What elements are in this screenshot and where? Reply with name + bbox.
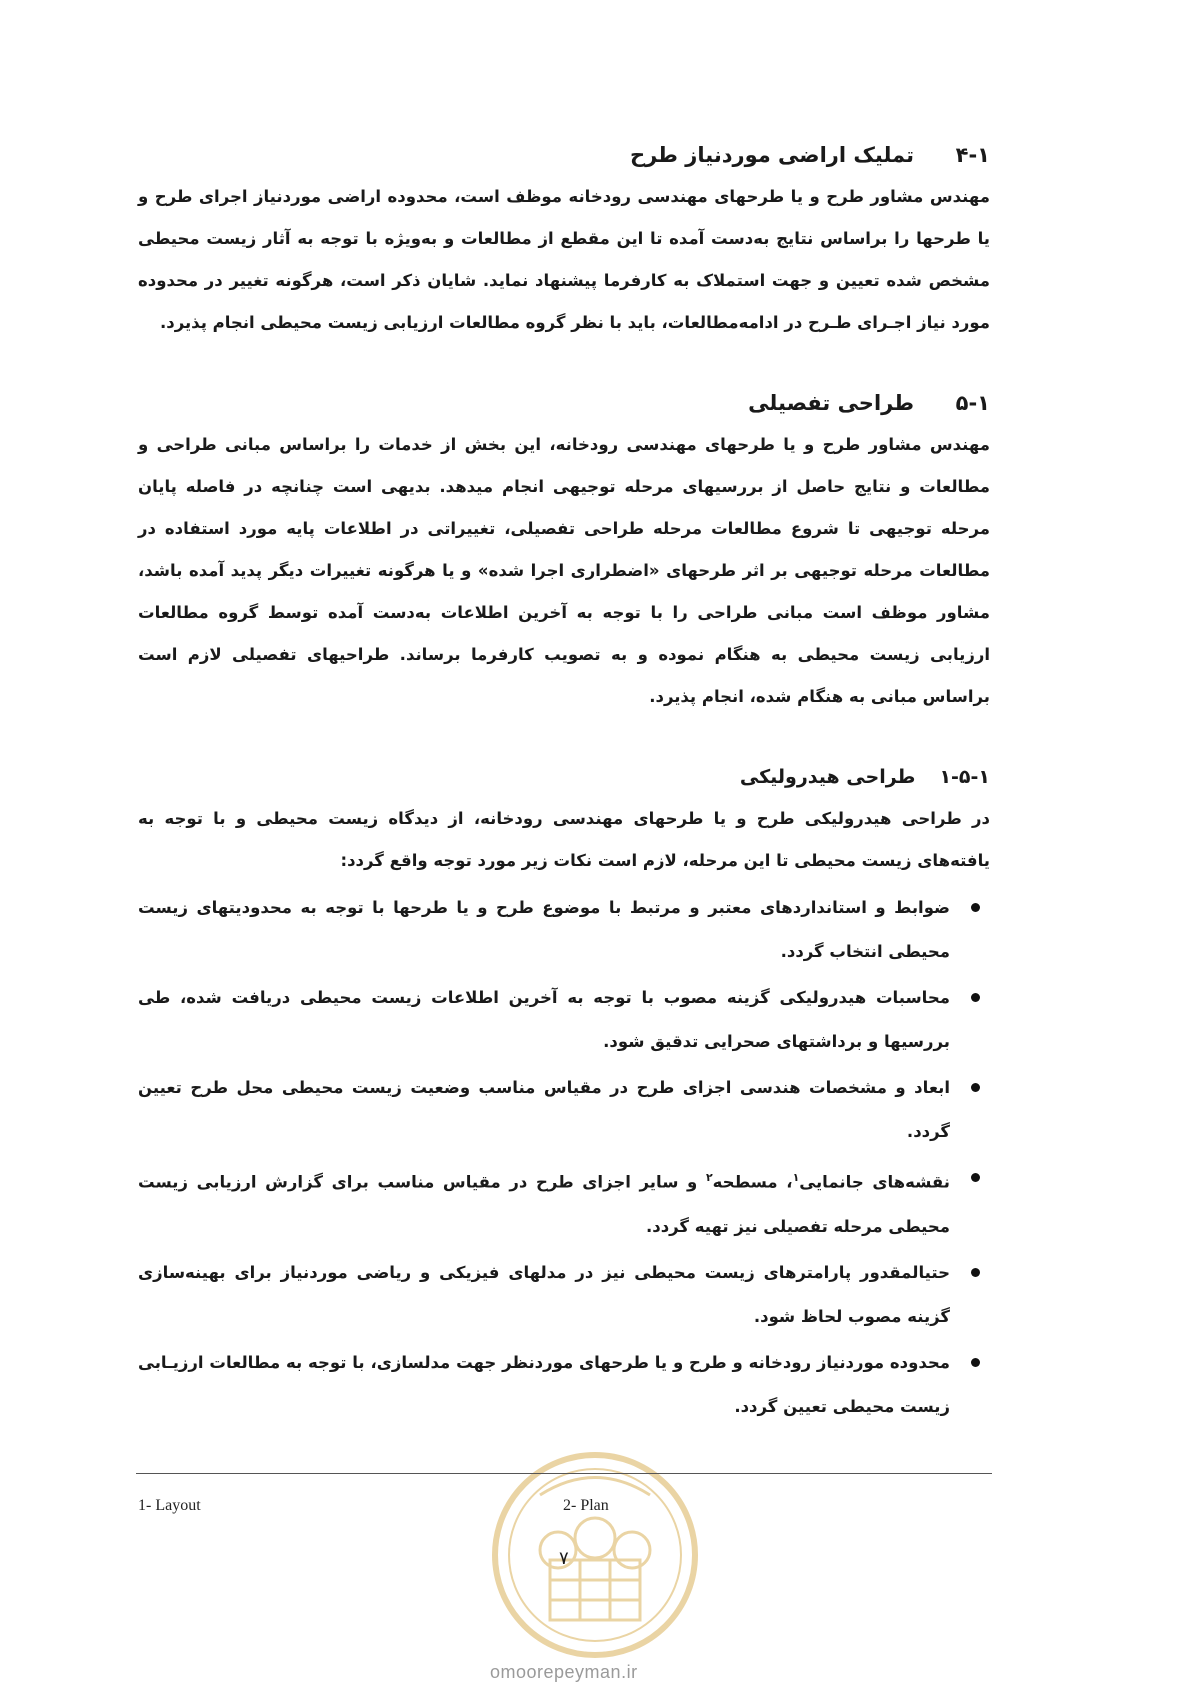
page-content	[138, 140, 990, 1431]
watermark-site: omoorepeyman.ir	[490, 1662, 638, 1682]
section-number: ۴-۱	[955, 143, 990, 167]
bullet-item	[138, 886, 990, 974]
section-paragraph	[138, 176, 990, 344]
paragraph-line: محیطی تا این مرحله، لازم است نکات زیر مورد توجه واقع گردد:	[340, 851, 856, 870]
bullet-dot-icon	[971, 993, 980, 1002]
subsection-title: طراحی هیدرولیکی	[739, 766, 916, 788]
paragraph-line: طرحهای «اضطراری اجرا شده» و یا هرگونه تغییرات دیگر پدید آمده باشد، مشاور موظف است مبانی طراحی را با	[138, 561, 991, 622]
bullet-dot-icon	[971, 1358, 980, 1367]
subsection-heading	[138, 762, 990, 792]
footnote-2: 2- Plan	[563, 1497, 609, 1514]
paragraph-line: ادامەمطالعات، باید با نظر گروه مطالعات ارزیابی زیست محیطی انجام پذیرد.	[159, 313, 779, 332]
section-title: طراحی تفصیلی	[748, 391, 914, 415]
paragraph-line: مهندس مشاور طرح و یا طرحهای مهندسی رودخانه، این بخش از خدمات را براساس مبانی طراحی و مطالعات و	[138, 435, 991, 496]
bullet-text: محدوده موردنیاز رودخانه و طرح و یا طرحهای موردنظر جهت مدلسازی، با توجه به مطالعات ارزیـابی زیست محیطی تعیین گردد.	[138, 1352, 950, 1416]
subsection-number: ۱-۵-۱	[939, 766, 990, 788]
bullet-item	[138, 1156, 990, 1249]
bullet-item	[138, 1341, 990, 1429]
footnote-ref-2: ۲	[705, 1171, 713, 1184]
section-number: ۵-۱	[955, 391, 990, 415]
watermark-seal-icon	[480, 1440, 710, 1670]
bullet-text: ضوابط و استانداردهای معتبر و مرتبط با موضوع طرح و یا طرحها با توجه به محدودیتهای زیست محیطی انتخاب گردد.	[138, 898, 950, 961]
paragraph-line: را براساس نتایج بەدست آمده تا این مقطع از مطالعات و بەویژه با توجه به آثار زیست محیطی مشخص شده تعیین و	[138, 229, 990, 290]
section-heading	[138, 388, 990, 418]
paragraph-line: در طراحی هیدرولیکی طرح و یا طرحهای مهندسی رودخانه، از دیدگاه زیست محیطی و با توجه به یافتەهای زیست	[138, 809, 990, 870]
paragraph-line: مهندس مشاور طرح و یا طرحهای مهندسی رودخانه موظف است، محدوده اراضی موردنیاز اجرای طرح و یا طرحها	[138, 187, 990, 248]
bullet-item	[138, 1251, 990, 1339]
bullet-text: ابعاد و مشخصات هندسی اجزای طرح در مقیاس مناسب وضعیت زیست محیطی محل طرح تعیین گردد.	[138, 1078, 950, 1141]
bullet-text-post: و سایر اجزای طرح در مقیاس مناسب برای گزارش ارزیابی زیست محیطی مرحله تفصیلی نیز تهیه گردد.	[138, 1172, 950, 1236]
bullet-text-mid: ، مسطحه	[712, 1172, 793, 1192]
bullet-dot-icon	[971, 903, 980, 912]
bullet-list	[138, 886, 990, 1429]
subsection-hydraulic-design	[138, 762, 990, 1429]
paragraph-line: شروع مطالعات مرحله طراحی تفصیلی، تغییراتی در اطلاعات پایه مورد استفاده در مطالعات مرحله توجیهی بر اثر	[138, 519, 990, 580]
footnote-divider	[136, 1473, 992, 1474]
subsection-intro	[138, 798, 990, 882]
bullet-dot-icon	[971, 1083, 980, 1092]
paragraph-line: جهت استملاک به کارفرما پیشنهاد نماید. شایان ذکر است، هرگونه تغییر در محدوده مورد نیاز اجـرای طـرح در	[138, 271, 990, 332]
page-number: ۷	[559, 1548, 569, 1569]
paragraph-line: نتایج حاصل از بررسیهای مرحله توجیهی انجام میدهد. بدیهی است چنانچه در فاصله پایان مرحله توجیهی تا	[138, 477, 991, 538]
paragraph-line: کارفرما برساند. طراحیهای تفصیلی لازم است براساس مبانی به هنگام شده، انجام پذیرد.	[138, 645, 990, 706]
section-land-acquisition	[138, 140, 990, 344]
section-title: تملیک اراضی موردنیاز طرح	[629, 143, 914, 167]
paragraph-line: توجه به آخرین اطلاعات بەدست آمده توسط گروه مطالعات ارزیابی زیست محیطی به هنگام نموده و به تصویب	[138, 603, 990, 664]
bullet-text: محاسبات هیدرولیکی گزینه مصوب با توجه به آخرین اطلاعات زیست محیطی دریافت شده، طی بررسیها و برداشتهای صحرایی تدقیق شود.	[138, 988, 950, 1051]
footnote-ref-1: ۱	[792, 1171, 800, 1184]
bullet-item	[138, 976, 990, 1064]
section-detailed-design	[138, 388, 990, 718]
bullet-dot-icon	[971, 1268, 980, 1277]
bullet-item	[138, 1066, 990, 1154]
bullet-dot-icon	[971, 1173, 980, 1182]
footnote-1: 1- Layout	[138, 1497, 201, 1514]
bullet-text-pre: نقشەهای جانمایی	[799, 1172, 950, 1192]
section-heading	[138, 140, 990, 170]
section-paragraph	[138, 424, 990, 718]
bullet-text: حتیالمقدور پارامترهای زیست محیطی نیز در مدلهای فیزیکی و ریاضی موردنیاز برای بهینەسازی گزینه مصوب لحاظ شود.	[138, 1262, 950, 1326]
